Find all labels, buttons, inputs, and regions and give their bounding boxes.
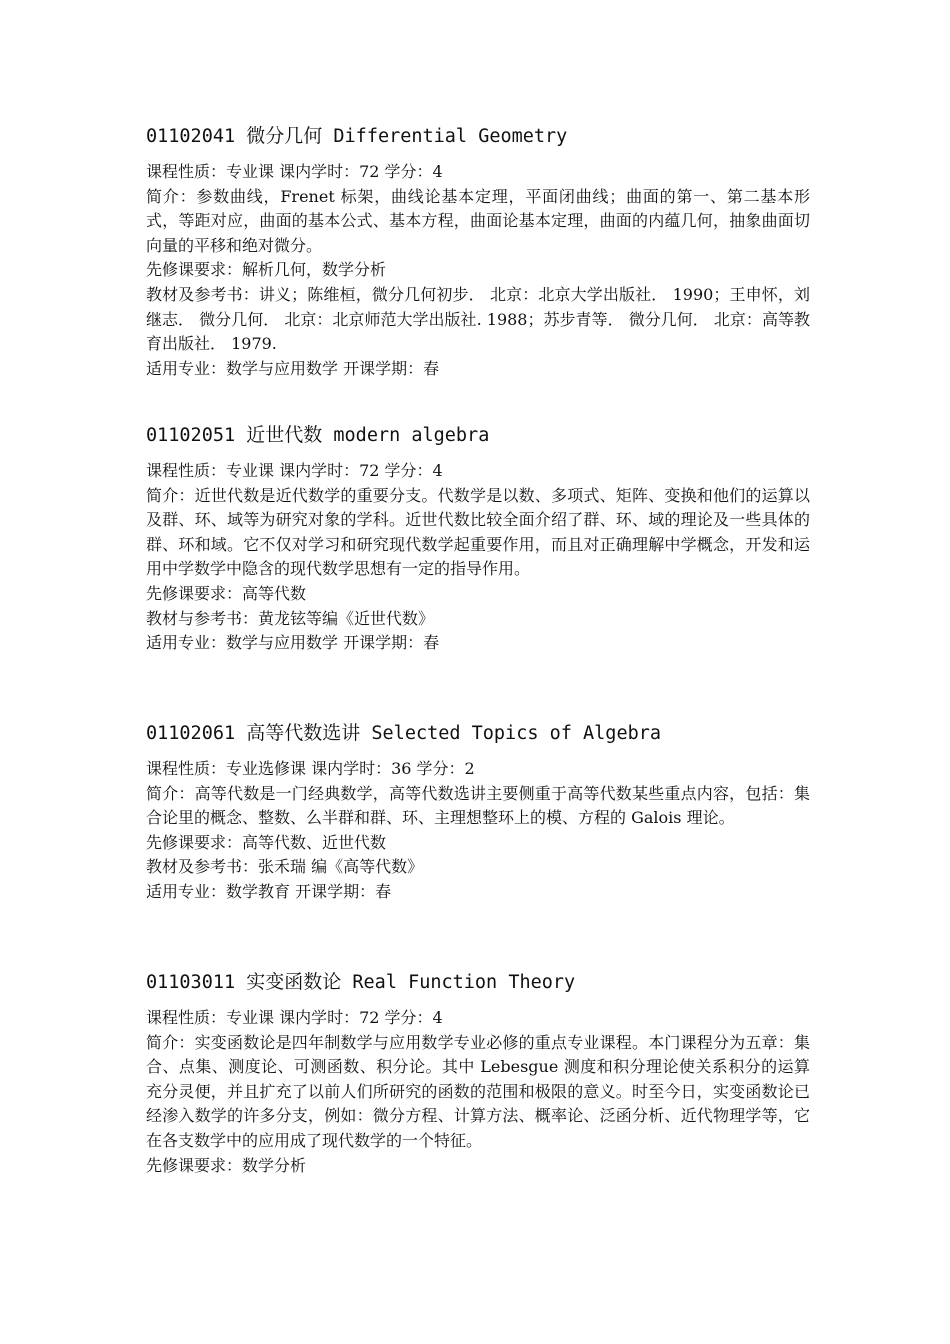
course-books: 教材及参考书：讲义；陈维桓，微分几何初步． 北京：北京大学出版社． 1990；王申怀，刘继志． 微分几何． 北京：北京师范大学出版社. 1988；苏步青等． 微分几何． 北京：高等教育出版社． 1979. [146,284,810,354]
course-name-zh: 实变函数论 [246,971,342,993]
course-prereq: 先修课要求：高等代数、近世代数 [146,832,387,852]
course-major: 适用专业：数学与应用数学 开课学期：春 [146,633,440,653]
course-name-zh: 高等代数选讲 [246,722,361,744]
course-title [146,423,810,447]
course-intro: 简介：实变函数论是四年制数学与应用数学专业必修的重点专业课程。本门课程分为五章：集合、点集、测度论、可测函数、积分论。其中 Lebesgue 测度和积分理论使关系积分的运算充分灵便，并且扩充了以前人们所研究的函数的范围和极限的意义。时至今日，实变函数论已经渗入数学的许多分支，例如：微分方程、计算方法、概率论、泛函分析、近代物理学等，它在各支数学中的应用成了现代数学的一个特征。 [146,1032,810,1150]
course-name-en: modern algebra [333,425,490,446]
course-nature: 课程性质：专业课 课内学时：72 学分：4 [146,1008,443,1027]
course-name-en: Selected Topics of Algebra [371,723,661,744]
course-major: 适用专业：数学与应用数学 开课学期：春 [146,358,440,378]
course-intro: 简介：参数曲线，Frenet 标架，曲线论基本定理，平面闭曲线；曲面的第一、第二基本形式，等距对应，曲面的基本公式、基本方程，曲面论基本定理，曲面的内蕴几何，抽象曲面切向量的平移和绝对微分。 [146,186,810,255]
course-block [146,423,810,656]
course-block [146,721,810,905]
course-code: 01102051 [146,425,236,446]
course-block [146,970,810,1178]
course-books: 教材及参考书：张禾瑞 编《高等代数》 [146,857,424,877]
course-major: 适用专业：数学教育 开课学期：春 [146,881,392,901]
course-name-zh: 微分几何 [246,125,323,147]
course-title [146,124,810,148]
course-intro: 简介：高等代数是一门经典数学，高等代数选讲主要侧重于高等代数某些重点内容，包括：集合论里的概念、整数、么半群和群、环、主理想整环上的模、方程的 Galois 理论。 [146,783,810,828]
course-books: 教材与参考书：黄龙铉等编《近世代数》 [146,608,435,628]
course-intro: 简介：近世代数是近代数学的重要分支。代数学是以数、多项式、矩阵、变换和他们的运算以及群、环、域等为研究对象的学科。近世代数比较全面介绍了群、环、域的理论及一些具体的群、环和域。它不仅对学习和研究现代数学起重要作用，而且对正确理解中学概念，开发和运用中学数学中隐含的现代数学思想有一定的指导作用。 [146,485,810,579]
course-prereq: 先修课要求：高等代数 [146,583,307,603]
course-code: 01102061 [146,723,236,744]
course-code: 01103011 [146,972,236,993]
course-nature: 课程性质：专业选修课 课内学时：36 学分：2 [146,759,475,778]
course-prereq: 先修课要求：解析几何，数学分析 [146,260,387,280]
course-nature: 课程性质：专业课 课内学时：72 学分：4 [146,461,443,480]
course-code: 01102041 [146,126,236,147]
course-title [146,970,810,994]
course-name-en: Real Function Theory [352,972,576,993]
course-block [146,124,810,381]
course-name-en: Differential Geometry [333,126,568,147]
course-title [146,721,810,745]
course-nature: 课程性质：专业课 课内学时：72 学分：4 [146,162,443,181]
course-prereq: 先修课要求：数学分析 [146,1155,307,1175]
course-name-zh: 近世代数 [246,424,323,446]
